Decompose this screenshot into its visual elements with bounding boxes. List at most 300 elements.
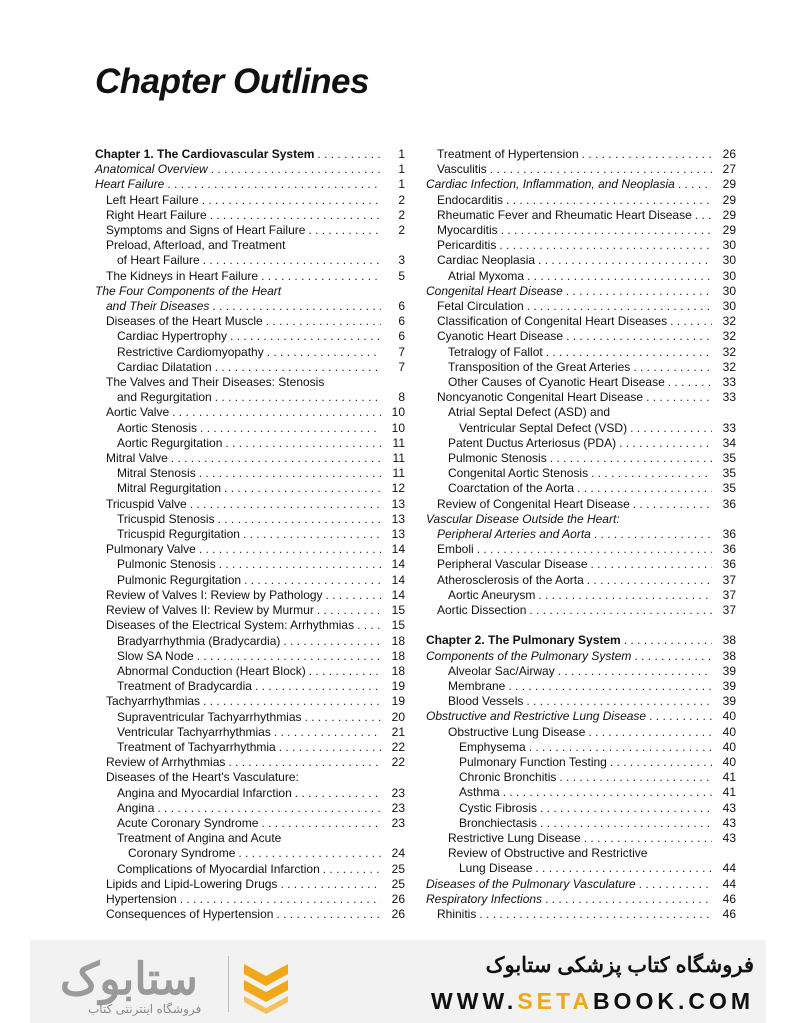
toc-entry-label: Lipids and Lipid-Lowering Drugs [106, 876, 278, 891]
toc-entry[interactable] [95, 573, 405, 588]
toc-entry[interactable] [95, 223, 405, 238]
toc-entry-label: Emboli [437, 542, 474, 557]
toc-leader-dots [584, 573, 712, 588]
toc-entry[interactable] [95, 710, 405, 725]
toc-page-number: 19 [391, 694, 405, 709]
toc-entry[interactable] [426, 816, 736, 831]
toc-leader-dots [241, 573, 381, 588]
toc-entry[interactable] [95, 162, 405, 177]
toc-leader-dots [646, 709, 712, 724]
toc-entry[interactable] [95, 877, 405, 892]
toc-entry-label: Anatomical Overview [95, 162, 208, 177]
toc-entry[interactable] [95, 755, 405, 770]
toc-entry[interactable] [426, 466, 736, 481]
toc-entry-label: Components of the Pulmonary System [426, 648, 632, 663]
toc-entry-label: Right Heart Failure [106, 207, 207, 222]
store-url[interactable] [431, 988, 754, 1015]
toc-page-number: 38 [722, 648, 736, 663]
toc-page-number: 44 [722, 876, 736, 891]
toc-leader-dots [271, 725, 381, 740]
toc-entry[interactable] [426, 892, 736, 907]
toc-leader-dots [354, 618, 381, 633]
toc-entry-label: Endocarditis [437, 192, 504, 207]
toc-leader-dots [692, 208, 712, 223]
toc-page-number: 23 [391, 785, 405, 800]
toc-page-number: 23 [391, 815, 405, 830]
toc-entry-label: Acute Coronary Syndrome [117, 815, 259, 830]
toc-leader-dots [496, 238, 712, 253]
toc-leader-dots [212, 390, 381, 405]
toc-leader-dots [222, 436, 381, 451]
toc-leader-dots [630, 360, 712, 375]
toc-entry[interactable] [426, 877, 736, 892]
toc-page-number: 11 [392, 435, 405, 450]
toc-entry[interactable] [95, 421, 405, 436]
toc-leader-dots [225, 755, 381, 770]
toc-entry-label: Rhinitis [437, 906, 477, 921]
toc-entry[interactable] [95, 329, 405, 344]
toc-entry-label: Pulmonic Stenosis [448, 451, 547, 466]
toc-page-number: 35 [722, 481, 736, 496]
toc-entry-label: Chronic Bronchitis [459, 770, 557, 785]
toc-entry-label: Tetralogy of Fallot [448, 344, 543, 359]
toc-entry-label: Tricuspid Valve [106, 496, 187, 511]
toc-leader-dots [306, 664, 381, 679]
toc-entry[interactable] [95, 269, 405, 284]
toc-leader-dots [292, 786, 381, 801]
toc-page-number: 14 [391, 557, 405, 572]
toc-page-number: 7 [398, 344, 405, 359]
toc-entry[interactable] [426, 421, 736, 436]
toc-entry[interactable] [95, 147, 405, 162]
toc-page-number: 10 [391, 405, 405, 420]
toc-entry-label: Consequences of Hypertension [106, 907, 274, 922]
toc-leader-dots [665, 375, 712, 390]
toc-entry[interactable] [95, 679, 405, 694]
toc-entry-label: Left Heart Failure [106, 192, 199, 207]
toc-page-number: 41 [722, 770, 736, 785]
toc-leader-dots [200, 694, 381, 709]
toc-entry-label: of Heart Failure [117, 253, 200, 268]
toc-entry[interactable] [95, 314, 405, 329]
toc-leader-dots [227, 329, 381, 344]
toc-page-number: 10 [391, 420, 405, 435]
toc-entry[interactable] [95, 862, 405, 877]
toc-page-number: 36 [722, 527, 736, 542]
toc-page-number: 43 [722, 800, 736, 815]
toc-leader-dots [209, 299, 381, 314]
toc-leader-dots [197, 421, 381, 436]
logo-subtitle: فروشگاه اینترنتی کتاب [88, 1002, 202, 1016]
toc-entry-label: Coarctation of the Aorta [448, 481, 575, 496]
toc-entry[interactable] [95, 512, 405, 527]
toc-leader-dots [555, 664, 712, 679]
toc-page-number: 2 [398, 192, 405, 207]
toc-leader-dots [273, 907, 381, 922]
toc-page-number: 40 [722, 724, 736, 739]
toc-entry-label: Hypertension [106, 891, 177, 906]
toc-entry[interactable] [426, 177, 736, 192]
toc-entry-label: Myocarditis [437, 223, 498, 238]
toc-entry-label: Vascular Disease Outside the Heart: [426, 511, 620, 526]
toc-page-number: 37 [722, 603, 736, 618]
toc-entry-label: Review of Valves I: Review by Pathology [106, 587, 323, 602]
toc-leader-dots [537, 801, 712, 816]
toc-entry[interactable] [426, 436, 736, 451]
toc-entry[interactable] [426, 147, 736, 162]
toc-entry-label: The Valves and Their Diseases: Stenosis [106, 375, 325, 390]
toc-entry[interactable] [95, 451, 405, 466]
toc-entry[interactable] [95, 664, 405, 679]
toc-entry-label: Cardiac Dilatation [117, 359, 212, 374]
toc-leader-dots [585, 725, 712, 740]
toc-entry[interactable] [95, 694, 405, 709]
toc-page-number: 22 [391, 739, 405, 754]
toc-entry[interactable] [426, 770, 736, 785]
toc-leader-dots [164, 177, 381, 192]
toc-leader-dots [240, 527, 381, 542]
toc-leader-dots [302, 710, 381, 725]
toc-leader-dots [277, 877, 381, 892]
toc-entry-label: Tricuspid Regurgitation [117, 527, 240, 542]
toc-leader-dots [543, 345, 712, 360]
toc-entry[interactable] [95, 801, 405, 816]
toc-entry[interactable] [95, 846, 405, 861]
toc-entry-label: Mitral Stenosis [117, 466, 196, 481]
toc-page-number: 35 [722, 466, 736, 481]
toc-entry[interactable] [95, 193, 405, 208]
toc-page-number: 32 [722, 314, 736, 329]
toc-entry-label: Pulmonic Stenosis [117, 557, 216, 572]
toc-entry-label: Other Causes of Cyanotic Heart Disease [448, 375, 665, 390]
toc-entry-label: Ventricular Tachyarrhythmias [117, 724, 271, 739]
toc-entry-label: Bronchiectasis [459, 815, 538, 830]
toc-entry[interactable] [426, 709, 736, 724]
toc-entry[interactable] [426, 375, 736, 390]
toc-page-number: 33 [722, 390, 736, 405]
toc-entry-label: Respiratory Infections [426, 891, 543, 906]
toc-entry[interactable] [426, 345, 736, 360]
toc-leader-dots [235, 846, 381, 861]
toc-leader-dots [563, 284, 712, 299]
toc-page-number: 7 [398, 359, 405, 374]
toc-leader-dots [258, 269, 381, 284]
toc-entry-label: Diseases of the Heart's Vasculature: [106, 770, 299, 785]
toc-entry[interactable] [95, 527, 405, 542]
toc-leader-dots [532, 861, 712, 876]
toc-entry-label: Review of Congenital Heart Disease [437, 496, 630, 511]
toc-leader-dots [643, 390, 712, 405]
toc-leader-dots [591, 527, 712, 542]
toc-entry-label: Cardiac Infection, Inflammation, and Neoplasia [426, 177, 675, 192]
toc-page-number: 35 [722, 451, 736, 466]
toc-entry[interactable] [95, 436, 405, 451]
toc-page-number: 39 [722, 678, 736, 693]
toc-entry-label: Heart Failure [95, 177, 165, 192]
toc-leader-dots [474, 542, 712, 557]
toc-entry[interactable] [95, 405, 405, 420]
toc-leader-dots [500, 785, 712, 800]
toc-leader-dots [588, 557, 712, 572]
toc-entry[interactable] [426, 269, 736, 284]
toc-page-number: 39 [722, 663, 736, 678]
toc-page-number: 36 [722, 557, 736, 572]
toc-entry-label: Atrial Septal Defect (ASD) and [448, 405, 611, 420]
toc-page-number: 5 [398, 268, 405, 283]
store-name: فروشگاه کتاب پزشکی ستابوک [485, 954, 754, 977]
toc-entry[interactable] [95, 360, 405, 375]
toc-entry[interactable] [426, 755, 736, 770]
toc-leader-dots [487, 162, 712, 177]
toc-page-number: 15 [391, 618, 405, 633]
toc-leader-dots [627, 421, 712, 436]
toc-entry[interactable] [95, 618, 405, 633]
toc-leader-dots [216, 557, 381, 572]
toc-entry[interactable] [95, 299, 405, 314]
toc-entry-label: Diseases of the Pulmonary Vasculature [426, 876, 636, 891]
toc-column-right [426, 147, 736, 922]
toc-leader-dots [535, 253, 712, 268]
toc-entry-label: Symptoms and Signs of Heart Failure [106, 223, 306, 238]
toc-entry-label: Review of Arrhythmias [106, 755, 226, 770]
toc-page-number: 40 [722, 754, 736, 769]
toc-page-number: 43 [722, 830, 736, 845]
toc-leader-dots [187, 497, 381, 512]
toc-page-number: 43 [722, 815, 736, 830]
toc-page-number: 36 [722, 496, 736, 511]
toc-leader-dots [503, 193, 712, 208]
toc-entry[interactable] [95, 284, 405, 299]
toc-page-number: 25 [391, 876, 405, 891]
setabook-logo [60, 950, 300, 1020]
toc-entry[interactable] [426, 588, 736, 603]
toc-leader-dots [476, 907, 712, 922]
toc-entry[interactable] [426, 329, 736, 344]
toc-page-number: 23 [391, 800, 405, 815]
toc-entry-label: Slow SA Node [117, 648, 194, 663]
toc-entry-label: Cardiac Hypertrophy [117, 329, 228, 344]
toc-page-number: 18 [391, 633, 405, 648]
toc-entry[interactable] [426, 907, 736, 922]
toc-entry-label: Rheumatic Fever and Rheumatic Heart Disease [437, 207, 692, 222]
toc-page-number: 18 [391, 648, 405, 663]
toc-page-number: 20 [391, 709, 405, 724]
toc-page-number: 29 [722, 207, 736, 222]
toc-entry[interactable] [426, 208, 736, 223]
toc-leader-dots [537, 816, 712, 831]
toc-entry[interactable] [95, 375, 405, 390]
toc-column-left [95, 147, 405, 922]
toc-entry[interactable] [95, 770, 405, 785]
toc-entry[interactable] [95, 177, 405, 192]
toc-entry[interactable] [95, 786, 405, 801]
toc-entry[interactable] [95, 208, 405, 223]
toc-entry-label: and Regurgitation [117, 390, 212, 405]
toc-entry[interactable] [95, 497, 405, 512]
toc-entry[interactable] [426, 861, 736, 876]
toc-entry[interactable] [426, 649, 736, 664]
toc-entry[interactable] [426, 481, 736, 496]
toc-page-number: 14 [391, 572, 405, 587]
toc-entry[interactable] [95, 831, 405, 846]
toc-page-number: 38 [722, 633, 736, 648]
toc-page-number: 26 [391, 891, 405, 906]
toc-leader-dots [524, 269, 712, 284]
toc-entry-label: Obstructive and Restrictive Lung Disease [426, 709, 647, 724]
toc-leader-dots [588, 466, 712, 481]
url-suffix: BOOK.COM [592, 988, 754, 1014]
toc-entry-label: Aortic Dissection [437, 603, 527, 618]
toc-entry-label: Atherosclerosis of the Aorta [437, 572, 584, 587]
toc-page-number: 44 [722, 861, 736, 876]
toc-entry[interactable] [426, 162, 736, 177]
toc-leader-dots [631, 649, 712, 664]
toc-leader-dots [177, 892, 381, 907]
toc-leader-dots [207, 208, 381, 223]
toc-leader-dots [169, 405, 381, 420]
toc-entry-label: Congenital Heart Disease [426, 283, 563, 298]
toc-leader-dots [196, 542, 381, 557]
toc-entry-label: Alveolar Sac/Airway [448, 663, 555, 678]
toc-entry[interactable] [95, 466, 405, 481]
toc-page-number: 30 [722, 299, 736, 314]
toc-entry[interactable] [426, 679, 736, 694]
toc-leader-dots [168, 451, 381, 466]
toc-entry-label: Ventricular Septal Defect (VSD) [459, 420, 628, 435]
toc-page-number: 46 [722, 891, 736, 906]
toc-entry[interactable] [426, 238, 736, 253]
toc-page-number: 2 [398, 207, 405, 222]
toc-page-number: 37 [722, 572, 736, 587]
toc-entry-label: Congenital Aortic Stenosis [448, 466, 589, 481]
toc-entry[interactable] [95, 542, 405, 557]
toc-entry[interactable] [426, 831, 736, 846]
toc-entry[interactable] [95, 557, 405, 572]
toc-entry[interactable] [95, 345, 405, 360]
toc-leader-dots [276, 740, 381, 755]
toc-entry[interactable] [426, 299, 736, 314]
toc-leader-dots [212, 360, 381, 375]
toc-entry[interactable] [426, 390, 736, 405]
toc-entry[interactable] [426, 253, 736, 268]
toc-entry[interactable] [95, 634, 405, 649]
toc-leader-dots [252, 679, 381, 694]
toc-entry[interactable] [426, 846, 736, 861]
toc-entry-label: Transposition of the Great Arteries [448, 359, 631, 374]
toc-leader-dots [263, 314, 381, 329]
toc-page-number: 2 [398, 223, 405, 238]
toc-page-number: 13 [391, 511, 405, 526]
toc-entry[interactable] [95, 588, 405, 603]
toc-entry[interactable] [426, 603, 736, 618]
toc-leader-dots [154, 801, 381, 816]
toc-entry[interactable] [426, 557, 736, 572]
toc-page-number: 27 [722, 162, 736, 177]
toc-leader-dots [547, 451, 712, 466]
toc-entry[interactable] [426, 633, 736, 648]
toc-entry[interactable] [95, 907, 405, 922]
toc-entry[interactable] [426, 725, 736, 740]
toc-leader-dots [280, 634, 381, 649]
toc-entry[interactable] [95, 740, 405, 755]
toc-page-number: 29 [722, 192, 736, 207]
toc-page-number: 22 [391, 755, 405, 770]
toc-entry[interactable] [426, 314, 736, 329]
toc-entry-label: Supraventricular Tachyarrhythmias [117, 709, 302, 724]
toc-entry[interactable] [426, 694, 736, 709]
toc-entry-label: Restrictive Lung Disease [448, 830, 581, 845]
toc-entry[interactable] [95, 253, 405, 268]
toc-leader-dots [526, 603, 712, 618]
toc-entry[interactable] [426, 512, 736, 527]
toc-entry[interactable] [95, 816, 405, 831]
toc-entry-label: Mitral Valve [106, 451, 168, 466]
toc-entry[interactable] [426, 573, 736, 588]
toc-page-number: 15 [391, 603, 405, 618]
toc-entry[interactable] [95, 649, 405, 664]
toc-leader-dots [621, 633, 712, 648]
toc-page-number: 13 [391, 496, 405, 511]
toc-entry-label: Review of Valves II: Review by Murmur [106, 603, 314, 618]
toc-entry-label: Treatment of Angina and Acute [117, 831, 282, 846]
toc-entry-label: Restrictive Cardiomyopathy [117, 344, 264, 359]
toc-entry[interactable] [95, 892, 405, 907]
toc-entry[interactable] [426, 405, 736, 420]
toc-entry[interactable] [95, 238, 405, 253]
toc-entry[interactable] [95, 390, 405, 405]
toc-entry[interactable] [426, 801, 736, 816]
toc-page-number: 36 [722, 542, 736, 557]
toc-entry[interactable] [426, 542, 736, 557]
toc-entry-label: Membrane [448, 678, 506, 693]
toc-leader-dots [579, 147, 712, 162]
toc-entry[interactable] [426, 284, 736, 299]
toc-entry[interactable] [95, 603, 405, 618]
toc-entry-label: Bradyarrhythmia (Bradycardia) [117, 633, 281, 648]
toc-page-number: 32 [722, 359, 736, 374]
toc-page-number: 3 [398, 253, 405, 268]
toc-leader-dots [505, 679, 712, 694]
toc-entry[interactable] [426, 740, 736, 755]
toc-entry[interactable] [426, 497, 736, 512]
toc-entry-label: Pericarditis [437, 238, 497, 253]
toc-entry-label: Patent Ductus Arteriosus (PDA) [448, 435, 617, 450]
toc-entry[interactable] [426, 360, 736, 375]
toc-entry[interactable] [426, 527, 736, 542]
toc-leader-dots [314, 603, 381, 618]
toc-entry-label: Chapter 2. The Pulmonary System [426, 633, 621, 648]
toc-entry[interactable] [95, 725, 405, 740]
toc-entry-label: Pulmonic Regurgitation [117, 572, 242, 587]
toc-entry[interactable] [426, 451, 736, 466]
toc-page-number: 34 [722, 435, 736, 450]
toc-entry[interactable] [426, 223, 736, 238]
toc-page-number: 30 [722, 268, 736, 283]
toc-page-number: 1 [398, 162, 405, 177]
toc-page-number: 33 [722, 375, 736, 390]
toc-page-number: 11 [392, 466, 405, 481]
toc-entry[interactable] [426, 785, 736, 800]
toc-entry[interactable] [426, 664, 736, 679]
toc-entry-label: Cystic Fibrosis [459, 800, 538, 815]
toc-entry[interactable] [95, 481, 405, 496]
toc-page-number: 40 [722, 709, 736, 724]
toc-entry-label: Aortic Stenosis [117, 420, 198, 435]
page-title: Chapter Outlines [95, 62, 369, 101]
toc-leader-dots [221, 481, 381, 496]
toc-entry[interactable] [426, 193, 736, 208]
toc-leader-dots [563, 329, 712, 344]
